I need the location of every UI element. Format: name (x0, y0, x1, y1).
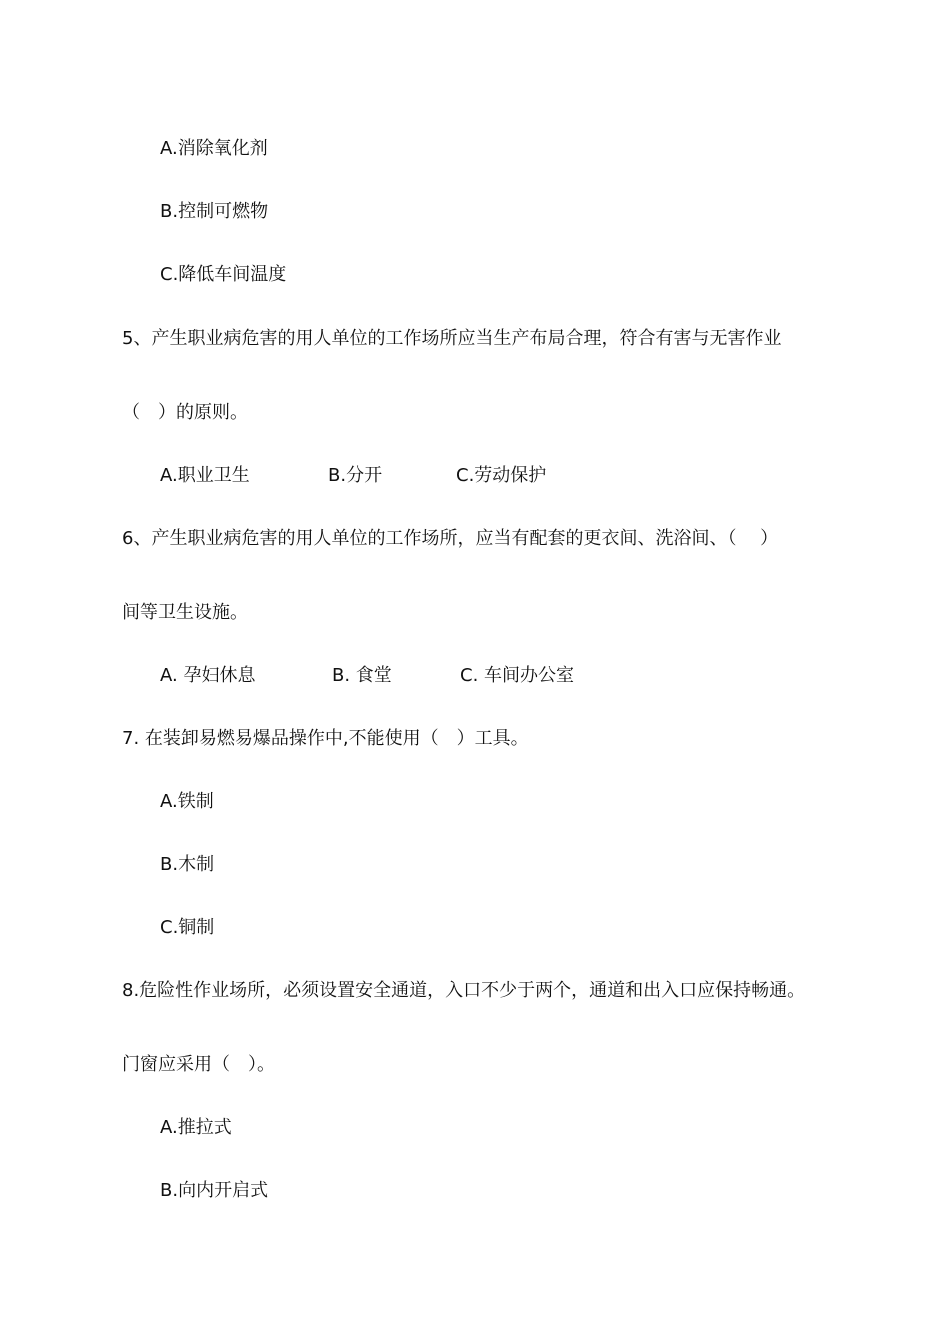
q6-option-c: C. 车间办公室 (460, 665, 575, 686)
q6-stem-line2: 间等卫生设施。 (122, 602, 248, 623)
q7-stem: 7. 在装卸易燃易爆品操作中,不能使用（ ）工具。 (122, 728, 529, 749)
q8-stem-line1: 8.危险性作业场所，必须设置安全通道，入口不少于两个，通道和出入口应保持畅通。 (122, 980, 806, 1001)
q5-option-c: C.劳动保护 (456, 465, 547, 486)
q8-stem-line2: 门窗应采用（ ）。 (122, 1054, 275, 1075)
q5-stem-line1: 5、产生职业病危害的用人单位的工作场所应当生产布局合理，符合有害与无害作业 (122, 328, 782, 349)
q5-stem-line2: （ ）的原则。 (122, 402, 248, 423)
q4-option-a: A.消除氧化剂 (160, 138, 268, 159)
q8-option-b: B.向内开启式 (160, 1180, 269, 1201)
q8-option-a: A.推拉式 (160, 1117, 232, 1138)
q6-stem-line1: 6、产生职业病危害的用人单位的工作场所，应当有配套的更衣间、洗浴间、（ ） (122, 528, 779, 549)
q6-option-b: B. 食堂 (332, 665, 392, 686)
q7-option-c: C.铜制 (160, 917, 215, 938)
q5-option-b: B.分开 (328, 465, 383, 486)
q7-option-b: B.木制 (160, 854, 215, 875)
q5-option-a: A.职业卫生 (160, 465, 250, 486)
q4-option-b: B.控制可燃物 (160, 201, 269, 222)
q7-option-a: A.铁制 (160, 791, 214, 812)
q4-option-c: C.降低车间温度 (160, 264, 287, 285)
q6-option-a: A. 孕妇休息 (160, 665, 256, 686)
